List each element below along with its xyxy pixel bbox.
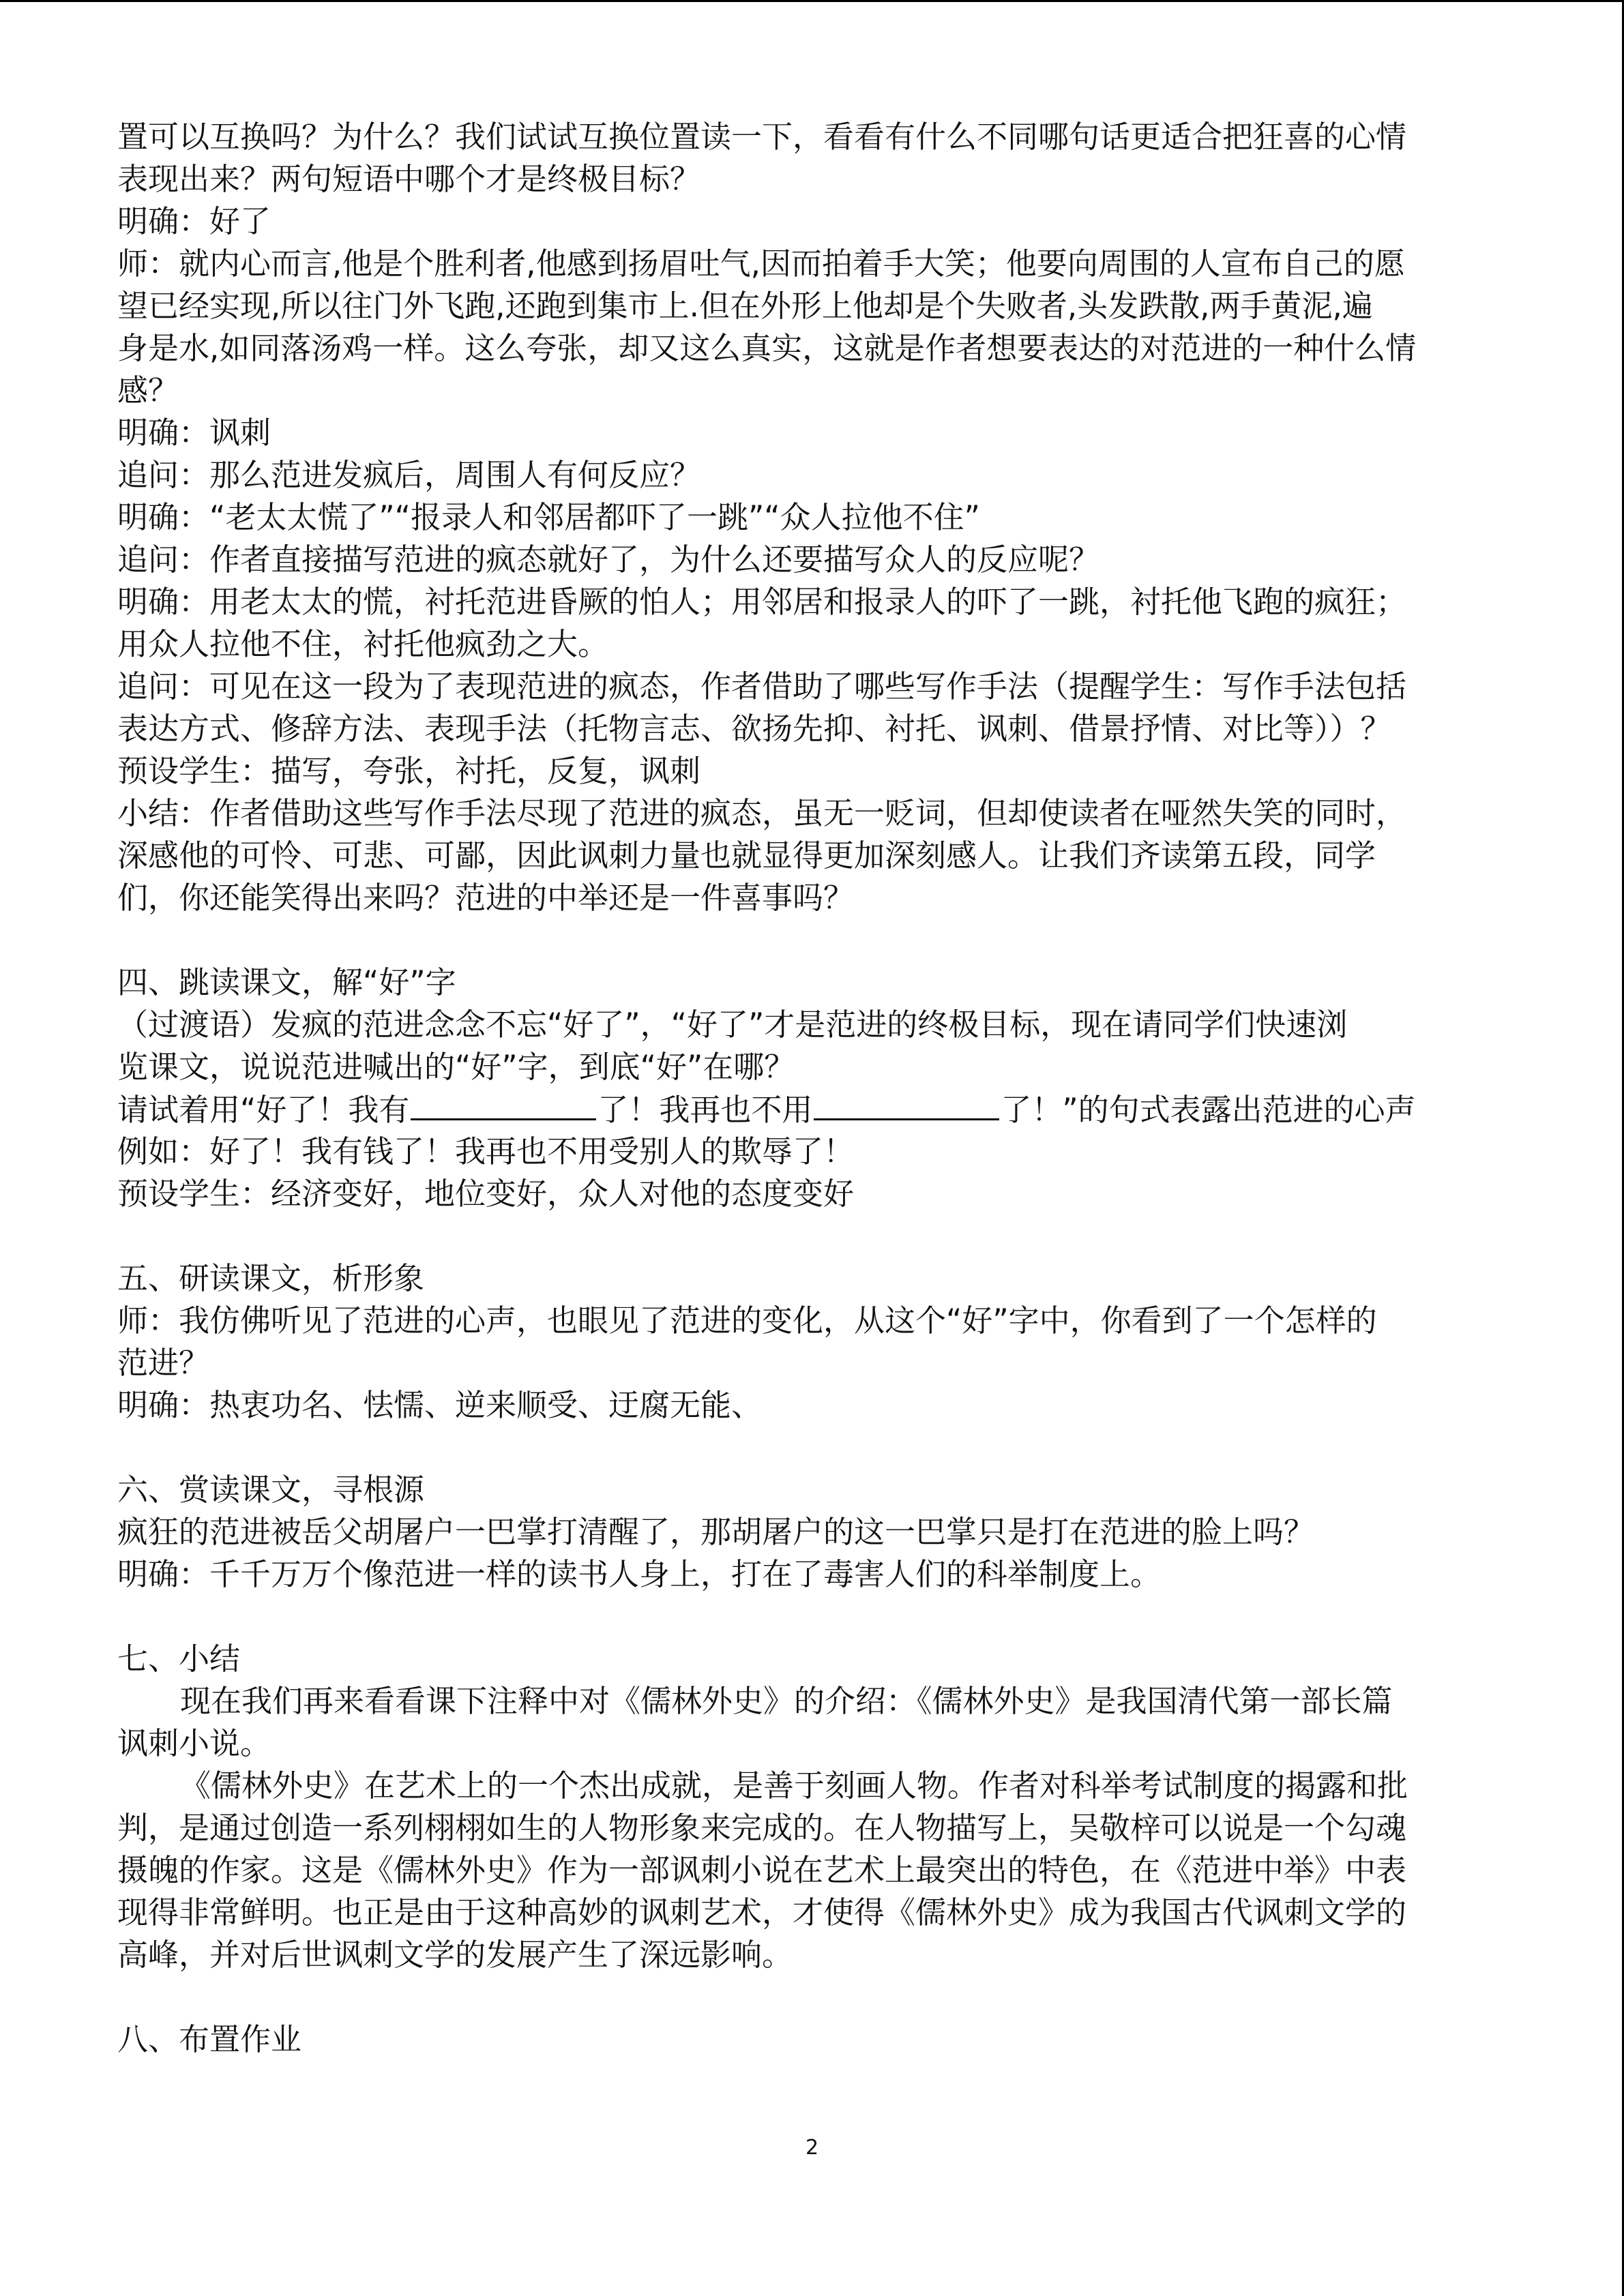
section-heading: 八、布置作业 xyxy=(117,2021,302,2057)
paragraph-line: 览课文，说说范进喊出的“好”字，到底“好”在哪？ xyxy=(117,1049,795,1085)
question-line: 表达方式、修辞方法、表现手法（托物言志、欲扬先抑、衬托、讽刺、借景抒情、对比等））？ xyxy=(117,711,1391,747)
fill-in-blank xyxy=(814,1088,999,1120)
answer-line: 明确：热衷功名、怯懦、逆来顺受、迂腐无能、 xyxy=(117,1387,763,1423)
paragraph-line: 摄魄的作家。这是《儒林外史》作为一部讽刺小说在艺术上最突出的特色，在《范进中举》中表 xyxy=(117,1852,1407,1888)
summary-line: 深感他的可怜、可悲、可鄙，因此讽刺力量也就显得更加深刻感人。让我们齐读第五段，同学 xyxy=(117,837,1376,874)
question-line: 疯狂的范进被岳父胡屠户一巴掌打清醒了，那胡屠户的这一巴掌只是打在范进的脸上吗？ xyxy=(117,1514,1315,1550)
spacer xyxy=(117,919,1516,961)
expected-answer-line: 预设学生：描写，夸张，衬托，反复，讽刺 xyxy=(117,753,701,789)
page-border-top xyxy=(0,0,1624,2)
spacer xyxy=(117,1596,1516,1638)
answer-line: 明确：千千万万个像范进一样的读书人身上，打在了毒害人们的科举制度上。 xyxy=(117,1556,1162,1592)
section-five xyxy=(117,1257,1516,1427)
teacher-line: 身是水,如同落汤鸡一样。这么夸张，却又这么真实，这就是作者想要表达的对范进的一种什么情 xyxy=(117,330,1417,366)
spacer xyxy=(117,1215,1516,1257)
section-eight xyxy=(117,2018,1516,2061)
question-line: 追问：那么范进发疯后，周围人有何反应？ xyxy=(117,457,701,493)
question-line: 追问：作者直接描写范进的疯态就好了，为什么还要描写众人的反应呢？ xyxy=(117,541,1100,578)
paragraph-line: 表现出来？两句短语中哪个才是终极目标？ xyxy=(117,161,701,197)
section-four xyxy=(117,961,1516,1215)
document-body xyxy=(117,116,1516,2061)
answer-line: 明确：用老太太的慌，衬托范进昏厥的怕人；用邻居和报录人的吓了一跳，衬托他飞跑的疯狂； xyxy=(117,584,1407,620)
fill-in-text: 请试着用“好了！我有 xyxy=(117,1092,410,1128)
answer-line: 明确：“老太太慌了”“报录人和邻居都吓了一跳”“众人拉他不住” xyxy=(117,499,980,535)
paragraph-line: 现在我们再来看看课下注释中对《儒林外史》的介绍：《儒林外史》是我国清代第一部长篇 xyxy=(180,1683,1393,1719)
section-continuation xyxy=(117,116,1516,919)
answer-line: 明确：好了 xyxy=(117,203,271,239)
teacher-line: 师：我仿佛听见了范进的心声，也眼见了范进的变化，从这个“好”字中，你看到了一个怎样的 xyxy=(117,1302,1377,1339)
fill-in-sentence xyxy=(117,1088,1516,1131)
question-line: 追问：可见在这一段为了表现范进的疯态，作者借助了哪些写作手法（提醒学生：写作手法包括 xyxy=(117,668,1407,704)
teacher-line: 师：就内心而言,他是个胜利者,他感到扬眉吐气,因而拍着手大笑；他要向周围的人宣布自己的愿 xyxy=(117,245,1405,282)
answer-line: 明确：讽刺 xyxy=(117,415,271,451)
paragraph-line: （过渡语）发疯的范进念念不忘“好了”，“好了”才是范进的终极目标，现在请同学们快速浏 xyxy=(117,1007,1348,1043)
section-six xyxy=(117,1469,1516,1596)
spacer xyxy=(117,1427,1516,1469)
paragraph-line: 判，是通过创造一系列栩栩如生的人物形象来完成的。在人物描写上，吴敬梓可以说是一个勾魂 xyxy=(117,1810,1407,1846)
section-seven xyxy=(117,1638,1516,1976)
fill-in-blank xyxy=(411,1088,596,1120)
paragraph-line: 《儒林外史》在艺术上的一个杰出成就，是善于刻画人物。作者对科举考试制度的揭露和批 xyxy=(180,1768,1408,1804)
fill-in-text: 了！我再也不用 xyxy=(597,1092,813,1128)
paragraph-line: 现得非常鲜明。也正是由于这种高妙的讽刺艺术，才使得《儒林外史》成为我国古代讽刺文学的 xyxy=(117,1894,1407,1930)
page-number: 2 xyxy=(805,2136,819,2160)
example-line: 例如：好了！我有钱了！我再也不用受别人的欺辱了！ xyxy=(117,1133,855,1169)
summary-line: 们，你还能笑得出来吗？范进的中举还是一件喜事吗？ xyxy=(117,880,855,916)
fill-in-text: 了！”的句式表露出范进的心声 xyxy=(1001,1092,1416,1128)
section-heading: 七、小结 xyxy=(117,1641,241,1677)
teacher-line: 望已经实现,所以往门外飞跑,还跑到集市上.但在外形上他却是个失败者,头发跌散,两手黄泥,遍 xyxy=(117,288,1373,324)
teacher-line: 感？ xyxy=(117,372,179,408)
summary-line: 小结：作者借助这些写作手法尽现了范进的疯态，虽无一贬词，但却使读者在哑然失笑的同时， xyxy=(117,795,1407,831)
answer-line: 用众人拉他不住，衬托他疯劲之大。 xyxy=(117,626,609,662)
paragraph-line: 置可以互换吗？为什么？我们试试互换位置读一下，看看有什么不同哪句话更适合把狂喜的心情 xyxy=(117,119,1407,155)
paragraph-line: 讽刺小说。 xyxy=(117,1725,271,1761)
section-heading: 六、赏读课文，寻根源 xyxy=(117,1472,425,1508)
paragraph-line: 高峰，并对后世讽刺文学的发展产生了深远影响。 xyxy=(117,1937,793,1973)
teacher-line: 范进？ xyxy=(117,1345,210,1381)
section-heading: 四、跳读课文，解“好”字 xyxy=(117,964,456,1000)
spacer xyxy=(117,1976,1516,2018)
expected-answer-line: 预设学生：经济变好，地位变好，众人对他的态度变好 xyxy=(117,1176,855,1212)
section-heading: 五、研读课文，析形象 xyxy=(117,1260,425,1296)
